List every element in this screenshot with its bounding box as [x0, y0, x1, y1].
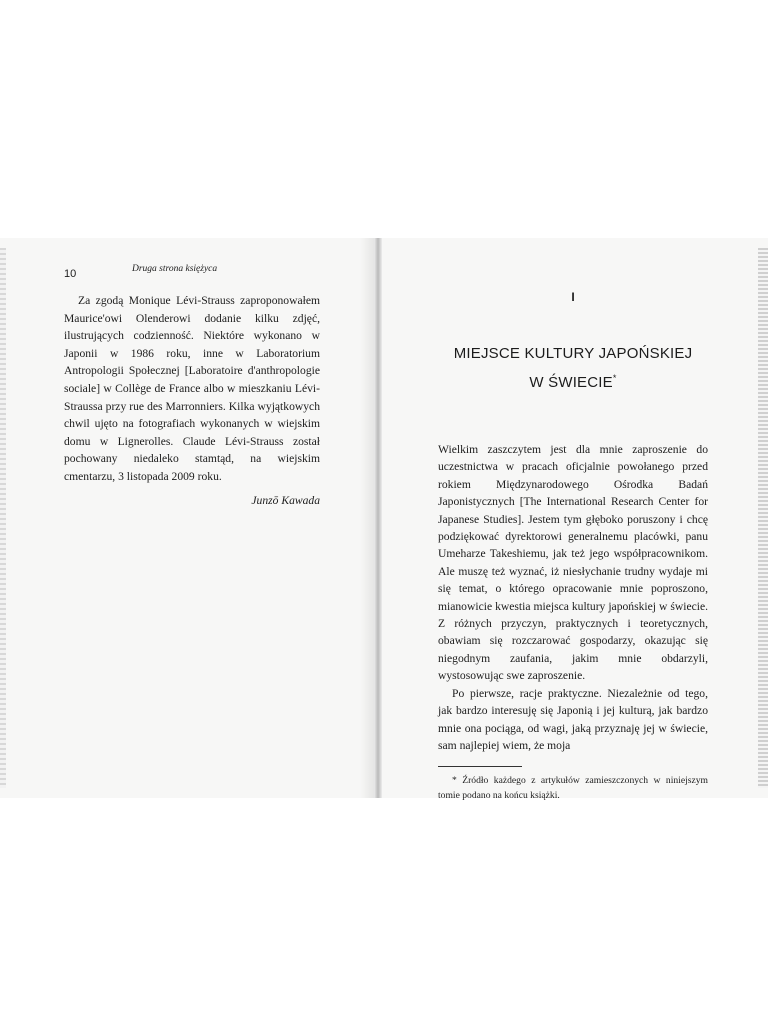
body-paragraph-1: Wielkim zaszczytem jest dla mnie zaproszenie do uczestnictwa w pracach oficjalnie powołanego przed rokiem Międzynarodowego Ośrodka Badań Japonistycznych [The International Research Center for Japanese Studies]. Jestem tym głęboko poruszony i chcę podziękować dyrektorowi generalnemu placówki, panu Umeharze Takeshiemu, jak też jego współpracownikom. Ale muszę też wyznać, iż niesłychanie trudny wydaje mi się temat, o którego opracowanie mnie poproszono, mianowicie kwestia miejsca kultury japońskiej w świecie. Z różnych przyczyn, praktycznych i teoretycznych, obawiam się rozczarować gospodarzy, okazując się niegodnym zaufania, jakim mnie obdarzyli, wystosowując swe zaproszenie.: [438, 443, 708, 683]
left-page-paragraph: Za zgodą Monique Lévi-Strauss zaproponowałem Maurice'owi Olenderowi dodanie kilku zdjęć, ilustrujących codzienność. Niektóre wykonano w Japonii w 1986 roku, inne w Laboratorium Antropologii Społecznej [Laboratoire d'anthropologie sociale] w Collège de France albo w mieszkaniu Lévi-Straussa przy rue des Marronniers. Kilka wyjątkowych chwil ujęto na fotografiach wykonanych w wiejskim domu w Lignerolles. Claude Lévi-Strauss został pochowany niedaleko stamtąd, na wiejskim cmentarzu, 3 listopada 2009 roku.: [64, 294, 320, 483]
footnote-mark: *: [612, 373, 617, 383]
body-paragraph-2: Po pierwsze, racje praktyczne. Niezależnie od tego, jak bardzo interesuję się Japonią i jej kulturą, jak bardzo mnie ona pociąga, od wagi, jaką przyznaję jej w świecie, sam najlepiej wiem, że moja: [438, 686, 708, 752]
footnote-rule: [438, 766, 522, 767]
running-head: [64, 264, 320, 286]
left-page-edge: [0, 248, 6, 788]
chapter-number: I: [571, 290, 575, 304]
author-signature: Junzō Kawada: [251, 493, 320, 507]
chapter-title-line-2: W ŚWIECIE: [529, 374, 613, 391]
book-gutter: [374, 238, 382, 798]
chapter-title: [438, 341, 708, 395]
page-number: 10: [64, 268, 77, 280]
right-page: [438, 290, 708, 803]
left-page: [64, 264, 320, 507]
chapter-title-line-1: MIEJSCE KULTURY JAPOŃSKIEJ: [453, 345, 693, 362]
footnote: * Źródło każdego z artykułów zamieszczonych w niniejszym tomie podano na końcu książki.: [438, 775, 708, 802]
chapter-body: [438, 441, 708, 754]
running-title: Druga strona księżyca: [132, 264, 218, 274]
gutter-shadow: [360, 238, 374, 798]
right-page-edge: [758, 248, 768, 788]
